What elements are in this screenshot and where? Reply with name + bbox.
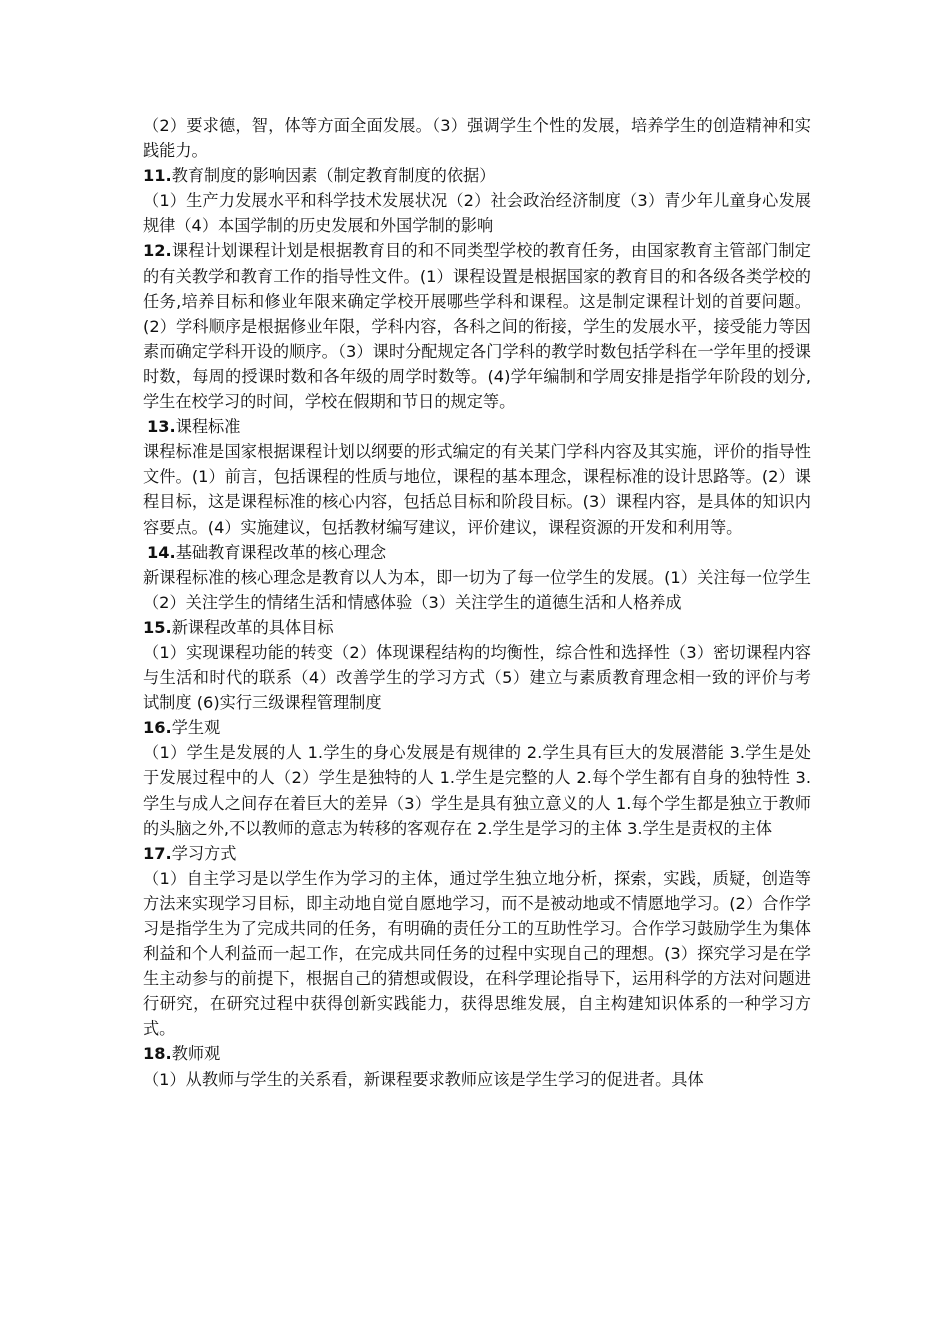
heading-number: 13.: [147, 417, 176, 437]
paragraph-13: 课程标准是国家根据课程计划以纲要的形式编定的有关某门学科内容及其实施，评价的指导性文件。(1）前言，包括课程的性质与地位，课程的基本理念，课程标准的设计思路等。(2）课程目标，这是课程标准的核心内容，包括总目标和阶段目标。(3）课程内容，是具体的知识内容要点。(4）实施建议，包括教材编写建议，评价建议，课程资源的开发和利用等。: [143, 442, 811, 537]
paragraph-16: （1）学生是发展的人 1.学生的身心发展是有规律的 2.学生具有巨大的发展潜能 3.学生是处于发展过程中的人（2）学生是独特的人 1.学生是完整的人 2.每个学生都有自身的独特性 3.学生与成人之间存在着巨大的差异（3）学生是具有独立意义的人 1.每个学生都是独立于教师的头脑之外,不以教师的意志为转移的客观存在 2.学生是学习的主体 3.学生是责权的主体: [143, 743, 811, 838]
heading-number: 16.: [143, 718, 172, 738]
paragraph-17: （1）自主学习是以学生作为学习的主体，通过学生独立地分析，探索，实践，质疑，创造等方法来实现学习目标，即主动地自觉自愿地学习，而不是被动地或不情愿地学习。(2）合作学习是指学生为了完成共同的任务，有明确的责任分工的互助性学习。合作学习鼓励学生为集体利益和个人利益而一起工作，在完成共同任务的过程中实现自己的理想。(3）探究学习是在学生主动参与的前提下，根据自己的猜想或假设，在科学理论指导下，运用科学的方法对问题进行研究，在研究过程中获得创新实践能力，获得思维发展，自主构建知识体系的一种学习方式。: [143, 868, 811, 1039]
heading-title: 教育制度的影响因素（制定教育制度的依据）: [171, 166, 496, 186]
heading-number: 18.: [143, 1044, 172, 1064]
paragraph-11: （1）生产力发展水平和科学技术发展状况（2）社会政治经济制度（3）青少年儿童身心发展规律（4）本国学制的历史发展和外国学制的影响: [143, 191, 811, 236]
heading-number: 12.: [143, 241, 172, 261]
paragraph-15: （1）实现课程功能的转变（2）体现课程结构的均衡性，综合性和选择性（3）密切课程内容与生活和时代的联系（4）改善学生的学习方式（5）建立与素质教育理念相一致的评价与考试制度 (6)实行三级课程管理制度: [143, 642, 811, 713]
heading-number: 15.: [143, 617, 172, 637]
heading-number: 14.: [147, 542, 176, 562]
heading-16: [143, 715, 811, 740]
heading-title: 基础教育课程改革的核心理念: [175, 542, 387, 562]
document-page: [143, 113, 811, 1092]
heading-13: [143, 414, 811, 439]
paragraph-18: （1）从教师与学生的关系看，新课程要求教师应该是学生学习的促进者。具体: [143, 1069, 704, 1089]
heading-title: 新课程改革的具体目标: [171, 617, 334, 637]
heading-title: 教师观: [171, 1044, 221, 1064]
paragraph-continuation: （2）要求德，智，体等方面全面发展。（3）强调学生个性的发展，培养学生的创造精神和实践能力。: [143, 116, 811, 161]
heading-17: [143, 841, 811, 866]
heading-14: [143, 540, 811, 565]
heading-title: 课程标准: [175, 417, 241, 437]
heading-12: [143, 238, 811, 414]
heading-title: 课程计划课程计划是根据教育目的和不同类型学校的教育任务，由国家教育主管部门制定的有关教学和教育工作的指导性文件。(1）课程设置是根据国家的教育目的和各级各类学校的任务,培养目标和修业年限来确定学校开展哪些学科和课程。这是制定课程计划的首要问题。(2）学科顺序是根据修业年限，学科内容，各科之间的衔接，学生的发展水平，接受能力等因素而确定学科开设的顺序。（3）课时分配规定各门学科的教学时数包括学科在一学年里的授课时数，每周的授课时数和各年级的周学时数等。(4)学年编制和学周安排是指学年阶段的划分,学生在校学习的时间，学校在假期和节日的规定等。: [143, 241, 811, 412]
heading-number: 17.: [143, 843, 172, 863]
heading-15: [143, 615, 811, 640]
paragraph-14: 新课程标准的核心理念是教育以人为本，即一切为了每一位学生的发展。(1）关注每一位学生（2）关注学生的情绪生活和情感体验（3）关注学生的道德生活和人格养成: [143, 567, 811, 612]
heading-11: [143, 163, 811, 188]
heading-18: [143, 1041, 811, 1066]
heading-title: 学习方式: [171, 843, 237, 863]
heading-title: 学生观: [171, 718, 221, 738]
heading-number: 11.: [143, 166, 172, 186]
